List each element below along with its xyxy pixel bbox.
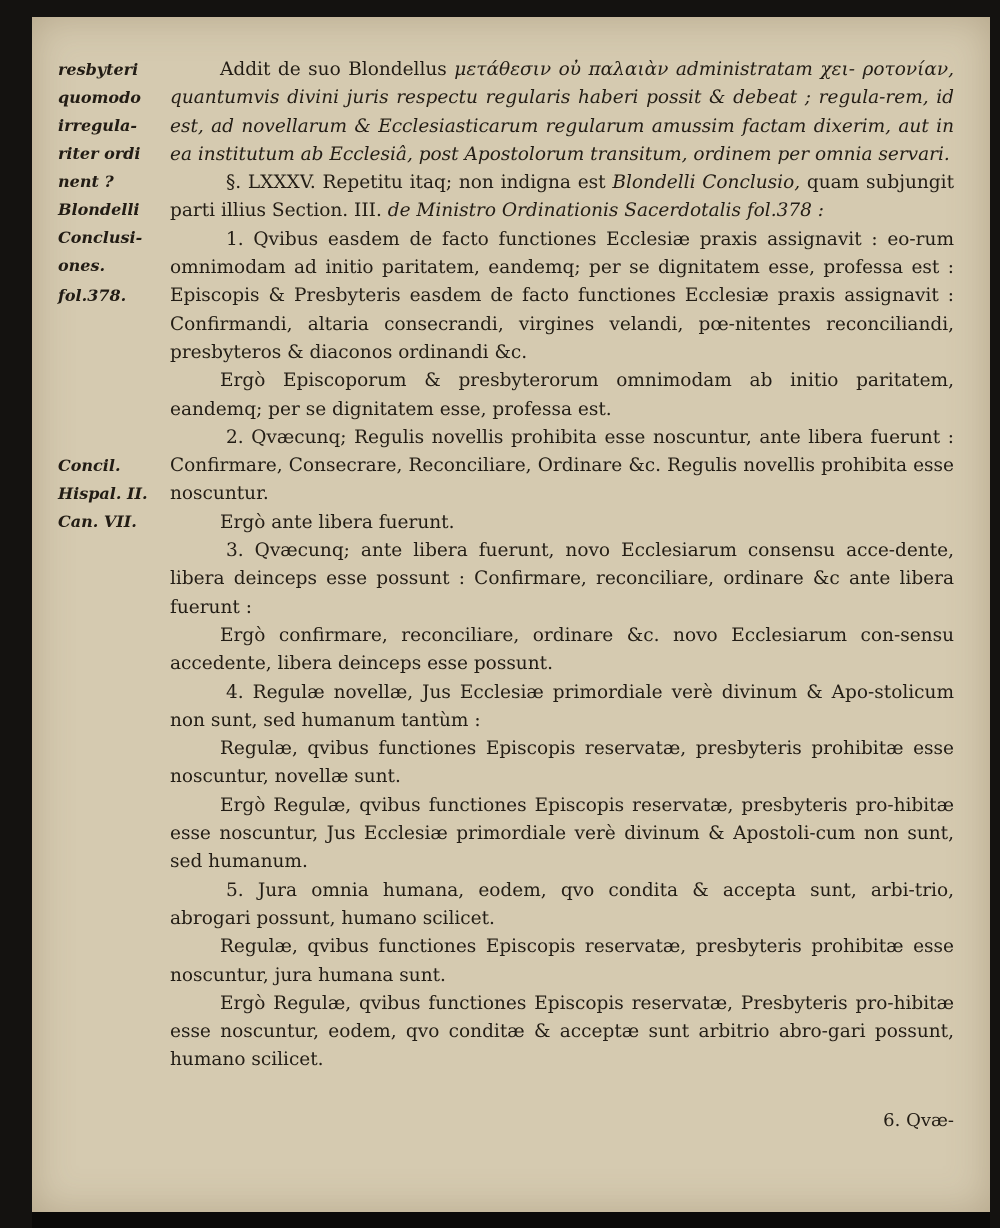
italic-text: Blondelli Conclusio, <box>612 172 801 194</box>
paragraph: Ergò confirmare, reconciliare, ordinare &c. novo Ecclesiarum con-sensu accedente, libera deinceps esse possunt. <box>170 624 954 675</box>
italic-text: de Ministro Ordinationis Sacerdotalis fol.378 : <box>387 200 825 222</box>
margin-note: resbyteri <box>58 60 139 79</box>
text-run: quam subjungit parti illius Section. III. <box>170 172 955 222</box>
margin-note: Conclusi- <box>58 228 143 247</box>
paragraph: 1. Qvibus easdem de facto functiones Ecclesiæ praxis assignavit : eo-rum omnimodam ad initio paritatem, eandemq; per se dignitatem esse, professa est : Episcopis & Presbyteris easdem de facto functiones Ecclesiæ praxis assignavit : Confirmandi, altaria consecrandi, virgines velandi, pœ-nitentes reconciliandi, presbyteros & diaconos ordinandi &c. <box>170 228 954 363</box>
paragraph-section-85 <box>170 169 954 226</box>
catchword: 6. Qvæ- <box>883 1110 954 1131</box>
margin-note: riter ordi <box>58 144 141 163</box>
greek-text: μετάθεσιν οὐ παλαιὰν administratam χει- <box>454 59 855 80</box>
paragraph: Ergò Regulæ, qvibus functiones Episcopis reservatæ, Presbyteris pro-hibitæ esse noscuntur, eodem, qvo conditæ & acceptæ sunt arbitrio abro-gari possunt, humano scilicet. <box>170 992 954 1071</box>
paragraph: 2. Qvæcunq; Regulis novellis prohibita esse noscuntur, ante libera fuerunt : Confirmare, Consecrare, Reconciliare, Ordinare &c. Regulis novellis prohibita esse noscuntur. <box>170 426 954 505</box>
margin-note: Hispal. II. <box>58 484 148 503</box>
paragraph: Ergò Regulæ, qvibus functiones Episcopis reservatæ, presbyteris pro-hibitæ esse noscuntur, Jus Ecclesiæ primordiale verè divinum & Apostoli-cum non sunt, sed humanum. <box>170 794 954 873</box>
italic-text: ροτονίαν, quantumvis divini juris respectu regularis haberi possit & debeat ; regula-rem, id est, ad novellarum & Ecclesiasticarum regularum amussim factam dixerim, aut in ea institutum ab Ecclesiâ, post Apostolorum transitum, ordinem per omnia servari. <box>170 59 954 165</box>
paragraph-intro <box>170 56 954 169</box>
paragraph: 5. Jura omnia humana, eodem, qvo condita & accepta sunt, arbi-trio, abrogari possunt, humano scilicet. <box>170 879 954 929</box>
paragraph: 4. Regulæ novellæ, Jus Ecclesiæ primordiale verè divinum & Apo-stolicum non sunt, sed humanum tantùm : <box>170 681 954 731</box>
margin-note: Concil. <box>58 456 121 475</box>
margin-note: quomodo <box>58 88 141 107</box>
margin-note: nent ? <box>58 172 114 191</box>
margin-note: ones. <box>58 256 106 275</box>
paragraph: 3. Qvæcunq; ante libera fuerunt, novo Ecclesiarum consensu acce-dente, libera deinceps esse possunt : Confirmare, reconciliare, ordinare &c ante libera fuerunt : <box>170 540 954 618</box>
paragraph: Regulæ, qvibus functiones Episcopis reservatæ, presbyteris prohibitæ esse noscuntur, novellæ sunt. <box>170 738 954 788</box>
main-text <box>170 56 954 1075</box>
text-run: Addit de suo Blondellus <box>220 59 447 80</box>
paragraph: Ergò ante libera fuerunt. <box>220 511 455 533</box>
text-run: §. LXXXV. Repetitu itaq; non indigna est <box>226 172 606 194</box>
paragraph: Ergò Episcoporum & presbyterorum omnimodam ab initio paritatem, eandemq; per se dignitatem esse, professa est. <box>170 370 954 420</box>
margin-note: Can. VII. <box>58 512 137 531</box>
paragraph: Regulæ, qvibus functiones Episcopis reservatæ, presbyteris prohibitæ esse noscuntur, jura humana sunt. <box>170 936 954 986</box>
page-bottom-shadow <box>32 1212 990 1228</box>
margin-note: Blondelli <box>58 200 140 219</box>
margin-note: fol.378. <box>58 286 127 305</box>
margin-note: irregula- <box>58 116 138 135</box>
